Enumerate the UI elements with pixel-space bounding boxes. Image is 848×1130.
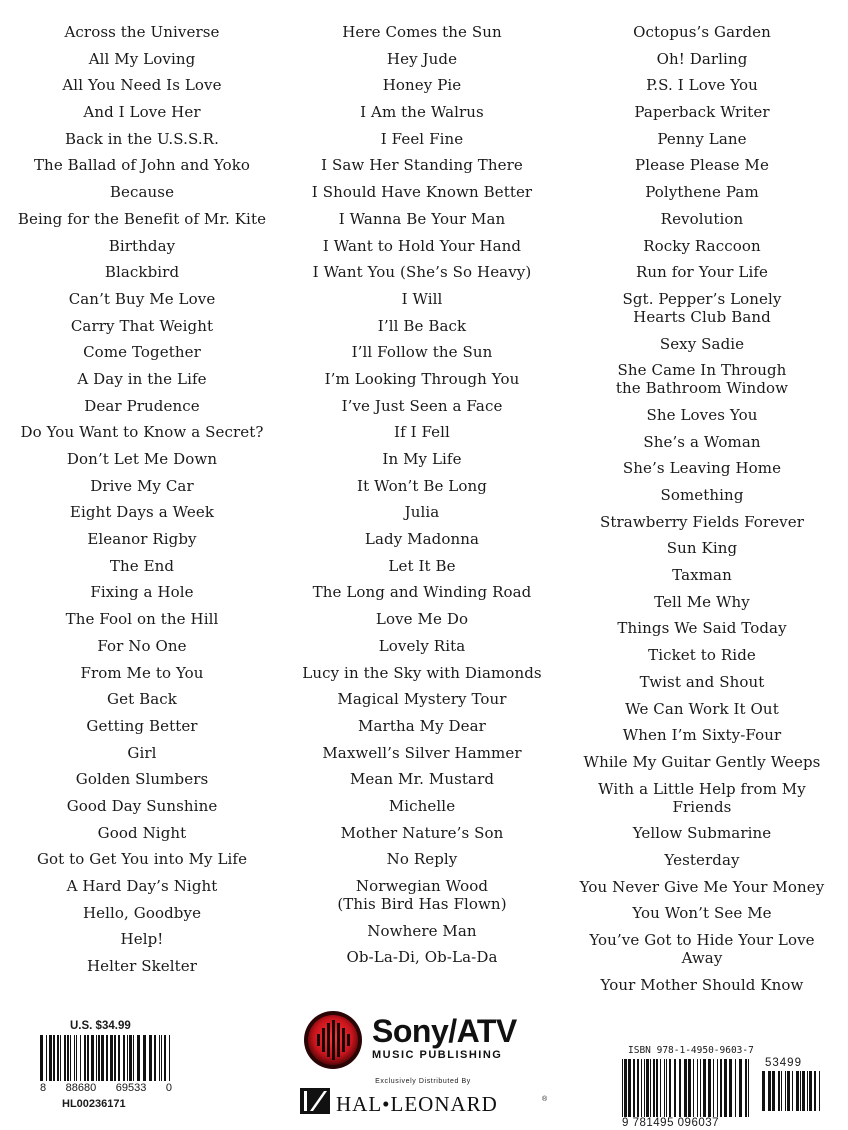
song-title: Girl (127, 743, 157, 762)
barcode-bar (785, 1071, 786, 1111)
song-title: Paperback Writer (634, 103, 770, 122)
barcode-bar (118, 1035, 120, 1081)
barcode-bar (650, 1059, 651, 1117)
barcode-bar (159, 1035, 160, 1081)
barcode-bar (127, 1035, 128, 1081)
barcode-bar (76, 1035, 77, 1081)
song-title: Come Together (83, 343, 201, 362)
barcode-bar (653, 1059, 655, 1117)
sony-atv-wordmark: Sony/ATV (372, 1013, 517, 1049)
barcode-bar (70, 1035, 71, 1081)
song-title: Norwegian Wood (This Bird Has Flown) (337, 877, 507, 913)
song-title: You Won’t See Me (632, 904, 772, 923)
song-title: Help! (120, 930, 164, 949)
barcode-bar (143, 1035, 146, 1081)
song-title: The Fool on the Hill (65, 610, 219, 629)
barcode-bar (720, 1059, 722, 1117)
upc-digits (40, 1082, 172, 1094)
song-title: Fixing a Hole (90, 583, 194, 602)
barcode-bar (84, 1035, 86, 1081)
barcode-bar (809, 1071, 812, 1111)
barcode-bar (80, 1035, 81, 1081)
song-title: Polythene Pam (645, 183, 759, 202)
barcode-bar (110, 1035, 113, 1081)
barcode-bar (656, 1059, 658, 1117)
barcode-bar (133, 1035, 134, 1081)
price-label: U.S. $34.99 (70, 1020, 131, 1032)
upc-digit-group: 8 (40, 1082, 47, 1094)
barcode-bar (703, 1059, 706, 1117)
barcode-bar (787, 1071, 790, 1111)
addon-digits: 53499 (765, 1057, 802, 1069)
barcode-bar (646, 1059, 649, 1117)
song-title: Lady Madonna (364, 530, 480, 549)
song-title: P.S. I Love You (646, 76, 758, 95)
song-title: Because (109, 183, 175, 202)
song-title: She Loves You (646, 405, 758, 424)
song-title: Tell Me Why (654, 592, 750, 611)
song-title: All My Loving (88, 49, 196, 68)
barcode-bar (781, 1071, 782, 1111)
barcode-bar (624, 1059, 627, 1117)
song-title: Please Please Me (635, 156, 769, 175)
song-title: Martha My Dear (358, 716, 486, 735)
song-title: Love Me Do (375, 610, 469, 629)
barcode-bar (74, 1035, 75, 1081)
song-title: Rocky Raccoon (643, 236, 761, 255)
song-title: Birthday (108, 236, 176, 255)
sony-atv-logo (302, 1010, 552, 1068)
addon-barcode-block (762, 1057, 828, 1111)
song-title: Run for Your Life (635, 263, 769, 282)
song-column-3 (568, 23, 836, 1002)
registered-mark: ® (542, 1096, 548, 1103)
song-title: When I’m Sixty-Four (622, 726, 782, 745)
song-title: Twist and Shout (639, 672, 765, 691)
song-title: Nowhere Man (367, 921, 477, 940)
barcode-bar (819, 1071, 820, 1111)
song-title: From Me to You (80, 663, 204, 682)
barcode-bar (67, 1035, 69, 1081)
song-title: Back in the U.S.S.R. (65, 129, 219, 148)
barcode-bar (802, 1071, 805, 1111)
barcode-bar (129, 1035, 132, 1081)
barcode-bar (161, 1035, 162, 1081)
song-title: Magical Mystery Tour (337, 690, 507, 709)
song-title: Mother Nature’s Son (340, 823, 504, 842)
barcode-bar (40, 1035, 43, 1081)
song-title: In My Life (382, 450, 462, 468)
song-title: I Am the Walrus (360, 103, 484, 122)
barcode-bar (688, 1059, 691, 1117)
song-title: Sexy Sadie (659, 334, 745, 353)
song-title: Hey Jude (386, 49, 458, 68)
song-title: Maxwell’s Silver Hammer (322, 743, 522, 762)
barcode-bar (796, 1071, 799, 1111)
upc-digit-group: 88680 (65, 1082, 97, 1094)
song-title: I Should Have Known Better (311, 183, 533, 202)
barcode-bar (768, 1071, 771, 1111)
sony-atv-emblem-icon (302, 1010, 364, 1070)
hal-leonard-logo (300, 1088, 550, 1116)
barcode-bar (674, 1059, 676, 1117)
upc-digit-group: 0 (165, 1082, 172, 1094)
song-title: Michelle (388, 796, 456, 815)
barcode-bar (164, 1035, 166, 1081)
barcode-bar (717, 1059, 718, 1117)
barcode-bar (49, 1035, 52, 1081)
song-title: A Day in the Life (77, 369, 207, 388)
song-column-2 (296, 23, 548, 975)
song-title: Blackbird (104, 263, 180, 282)
hal-leonard-emblem-icon (300, 1088, 330, 1114)
song-title: Being for the Benefit of Mr. Kite (17, 209, 267, 228)
barcode-bar (57, 1035, 59, 1081)
barcode-bar (123, 1035, 125, 1081)
song-title: I’ll Follow the Sun (351, 343, 493, 362)
song-title: We Can Work It Out (625, 699, 779, 718)
barcode-bar (684, 1059, 687, 1117)
song-title: Your Mother Should Know (600, 975, 804, 994)
song-title: Golden Slumbers (75, 770, 209, 789)
song-title: Carry That Weight (70, 316, 214, 335)
barcode-bar (814, 1071, 816, 1111)
barcode-bar (87, 1035, 89, 1081)
song-title: Let It Be (388, 556, 456, 575)
barcode-bar (729, 1059, 732, 1117)
barcode-bar (64, 1035, 66, 1081)
song-title: Eight Days a Week (69, 503, 215, 522)
song-title: Ob-La-Di, Ob-La-Da (346, 948, 498, 967)
song-title: For No One (97, 636, 187, 655)
barcode-bar (700, 1059, 701, 1117)
song-title: Oh! Darling (656, 49, 748, 68)
song-title: Taxman (672, 566, 732, 585)
upc-barcode (40, 1035, 172, 1081)
hal-leonard-wordmark: HAL•LEONARD (336, 1092, 498, 1116)
song-title: Dear Prudence (84, 396, 200, 415)
song-title: And I Love Her (83, 103, 201, 122)
song-title: I’m Looking Through You (324, 369, 520, 388)
song-title: All You Need Is Love (62, 76, 222, 95)
song-title: Get Back (107, 690, 177, 709)
barcode-bar (800, 1071, 801, 1111)
song-title: The End (109, 556, 175, 575)
barcode-bar (149, 1035, 152, 1081)
barcode-bar (91, 1035, 94, 1081)
upc-digit-group: 69533 (115, 1082, 147, 1094)
barcode-bar (53, 1035, 55, 1081)
barcode-bar (762, 1071, 765, 1111)
song-title: Lucy in the Sky with Diamonds (302, 663, 542, 682)
song-title: I’ll Be Back (377, 316, 467, 335)
barcode-bar (644, 1059, 645, 1117)
song-title: I Saw Her Standing There (321, 156, 523, 175)
song-title: Ticket to Ride (648, 646, 756, 665)
distributed-by-label: Exclusively Distributed By (375, 1078, 471, 1085)
song-title: I Wanna Be Your Man (338, 209, 506, 228)
song-title: No Reply (386, 850, 458, 869)
song-title: Across the Universe (64, 23, 220, 41)
song-title: Honey Pie (382, 76, 462, 95)
barcode-bar (748, 1059, 749, 1117)
barcode-bar (633, 1059, 635, 1117)
song-title: Don’t Let Me Down (66, 450, 218, 468)
barcode-bar (114, 1035, 116, 1081)
song-title: I Feel Fine (380, 129, 464, 148)
song-title: If I Fell (394, 423, 450, 442)
barcode-bar (666, 1059, 667, 1117)
song-title: Drive My Car (90, 476, 194, 495)
song-title: Julia (404, 503, 440, 522)
song-title: Good Day Sunshine (66, 796, 218, 815)
barcode-bar (708, 1059, 711, 1117)
song-title: Something (660, 486, 744, 504)
barcode-bar (60, 1035, 61, 1081)
song-title: The Long and Winding Road (312, 583, 532, 602)
barcode-bar (169, 1035, 170, 1081)
barcode-bar (792, 1071, 793, 1111)
song-title: I Want You (She’s So Heavy) (312, 263, 532, 282)
song-title: The Ballad of John and Yoko (33, 156, 251, 175)
song-title: Sgt. Pepper’s Lonely Hearts Club Band (622, 289, 782, 326)
song-title: She Came In Through the Bathroom Window (615, 361, 789, 398)
song-title: You’ve Got to Hide Your Love Away (589, 931, 815, 967)
song-title: Do You Want to Know a Secret? (20, 423, 264, 442)
barcode-bar (664, 1059, 665, 1117)
upc-barcode-block (40, 1020, 180, 1110)
barcode-bar (735, 1059, 736, 1117)
barcode-bar (154, 1035, 156, 1081)
addon-barcode (762, 1071, 822, 1111)
barcode-bar (106, 1035, 108, 1081)
barcode-bar (807, 1071, 808, 1111)
song-title: Good Night (97, 823, 187, 842)
barcode-bar (778, 1071, 780, 1111)
barcode-bar (693, 1059, 694, 1117)
barcode-bar (101, 1035, 104, 1081)
song-title: She’s Leaving Home (622, 459, 782, 478)
barcode-bar (697, 1059, 698, 1117)
song-title: Penny Lane (657, 129, 747, 148)
song-title: Lovely Rita (378, 636, 466, 655)
barcode-bar (637, 1059, 639, 1117)
song-title: Revolution (660, 209, 744, 228)
barcode-bar (679, 1059, 681, 1117)
barcode-bar (724, 1059, 727, 1117)
song-title: Helter Skelter (86, 957, 198, 976)
song-title: Hello, Goodbye (82, 903, 202, 922)
song-title: I Want to Hold Your Hand (322, 236, 522, 255)
song-title: Yesterday (664, 850, 740, 869)
barcode-bar (641, 1059, 642, 1117)
song-title: Eleanor Rigby (87, 530, 197, 549)
barcode-bar (98, 1035, 100, 1081)
song-title: Getting Better (86, 716, 198, 735)
song-title: Can’t Buy Me Love (68, 289, 216, 308)
song-title: Yellow Submarine (632, 824, 772, 843)
song-title: You Never Give Me Your Money (579, 877, 825, 896)
sony-atv-subtitle: MUSIC PUBLISHING (372, 1049, 503, 1061)
barcode-bar (660, 1059, 661, 1117)
barcode-bar (669, 1059, 671, 1117)
barcode-bar (745, 1059, 747, 1117)
song-title: With a Little Help from My Friends (598, 779, 806, 816)
song-title: A Hard Day’s Night (66, 877, 218, 895)
isbn-barcode (622, 1059, 752, 1117)
barcode-bar (96, 1035, 97, 1081)
song-title: Sun King (666, 539, 738, 558)
barcode-bar (46, 1035, 47, 1081)
hl-code: HL00236171 (62, 1098, 126, 1110)
song-title: While My Guitar Gently Weeps (583, 752, 821, 771)
isbn-label: ISBN 978-1-4950-9603-7 (628, 1045, 754, 1056)
barcode-bar (628, 1059, 631, 1117)
isbn-digits: 9 781495 096037 (622, 1117, 720, 1129)
song-title: Octopus’s Garden (633, 23, 771, 41)
barcode-bar (772, 1071, 775, 1111)
song-column-1 (14, 23, 270, 984)
barcode-bar (739, 1059, 742, 1117)
song-title: Strawberry Fields Forever (600, 512, 804, 531)
song-title: She’s a Woman (643, 432, 761, 451)
barcode-bar (622, 1059, 623, 1117)
song-title: I Will (401, 289, 443, 308)
barcode-bar (137, 1035, 140, 1081)
barcode-bar (713, 1059, 714, 1117)
song-title: It Won’t Be Long (357, 476, 487, 495)
song-title: Here Comes the Sun (342, 23, 502, 41)
song-title: I’ve Just Seen a Face (341, 396, 503, 415)
song-title: Mean Mr. Mustard (349, 770, 495, 789)
song-title: Things We Said Today (617, 619, 787, 638)
song-title: Got to Get You into My Life (36, 850, 248, 869)
